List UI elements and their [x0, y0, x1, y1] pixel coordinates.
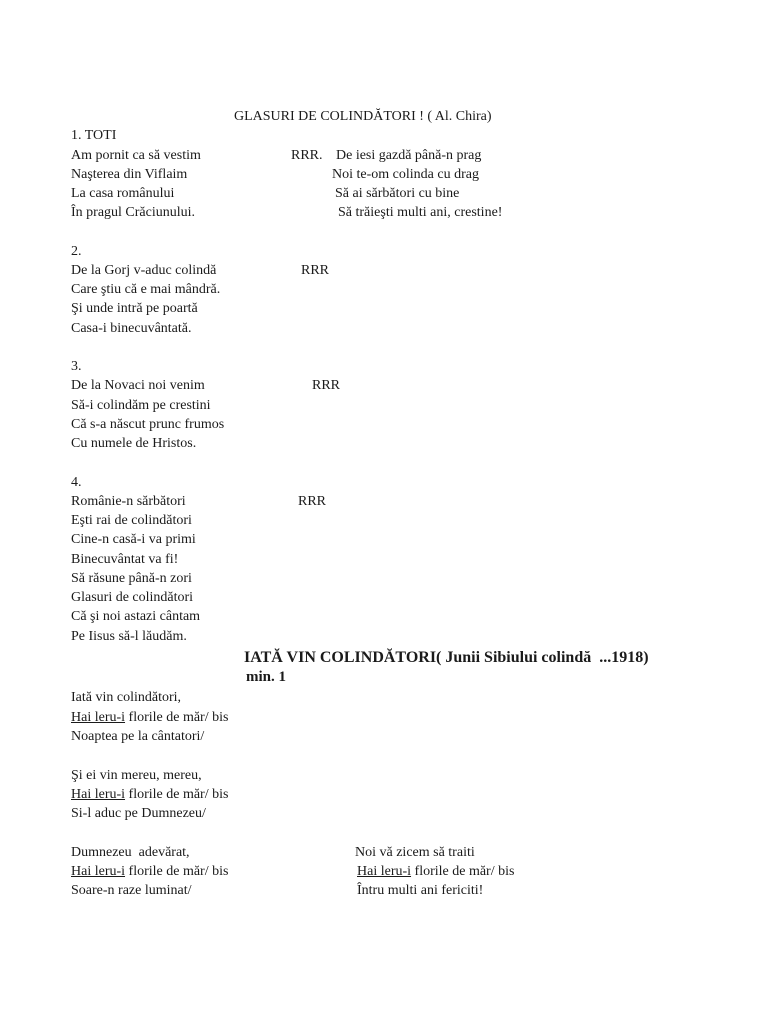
- verse4-line: Glasuri de colindători: [71, 590, 194, 605]
- song2-subtitle: min. 1: [246, 669, 287, 685]
- verse3-rrr: RRR: [312, 378, 341, 393]
- verse4-rrr: RRR: [298, 494, 327, 509]
- verse3-line: Să-i colindăm pe crestini: [71, 398, 211, 413]
- song2-refrain: [71, 862, 228, 881]
- verse4-line: Că şi noi astazi cântam: [71, 609, 201, 624]
- verse2-line: Casa-i binecuvântată.: [71, 321, 192, 336]
- verse4-line: Eşti rai de colindători: [71, 513, 192, 528]
- verse1-line: Naşterea din Viflaim: [71, 167, 188, 182]
- verse1-right-line: Noi te-om colinda cu drag: [332, 167, 479, 182]
- song2-line: Şi ei vin mereu, mereu,: [71, 768, 202, 783]
- verse1-line: În pragul Crăciunului.: [71, 205, 196, 220]
- verse3-heading: 3.: [71, 359, 82, 374]
- verse1-right-line: Să ai sărbători cu bine: [335, 186, 460, 201]
- refrain-underlined: Hai leru-i: [71, 864, 126, 879]
- verse1-line: La casa românului: [71, 186, 175, 201]
- song2-line: Si-l aduc pe Dumnezeu/: [71, 806, 206, 821]
- song2-refrain: [71, 785, 228, 804]
- song2-line: Noi vă zicem să traiti: [355, 845, 475, 860]
- song2-line: Dumnezeu adevărat,: [71, 845, 190, 860]
- refrain-rest: florile de măr/ bis: [125, 710, 229, 725]
- verse3-line: Cu numele de Hristos.: [71, 436, 197, 451]
- song2-line: Soare-n raze luminat/: [71, 883, 192, 898]
- song2-refrain: [71, 708, 228, 727]
- refrain-rest: florile de măr/ bis: [125, 864, 229, 879]
- verse1-heading: 1. TOTI: [71, 128, 117, 143]
- song2-line: Iată vin colindători,: [71, 690, 182, 705]
- refrain-rest: florile de măr/ bis: [411, 864, 515, 879]
- refrain-underlined: Hai leru-i: [357, 864, 412, 879]
- verse1-right-line: Să trăieşti multi ani, crestine!: [338, 205, 503, 220]
- document-title: GLASURI DE COLINDĂTORI ! ( Al. Chira): [234, 109, 492, 124]
- verse2-rrr: RRR: [301, 263, 330, 278]
- verse1-line: Am pornit ca să vestim: [71, 148, 201, 163]
- verse1-rrr: RRR.: [291, 148, 323, 163]
- refrain-underlined: Hai leru-i: [71, 787, 126, 802]
- song2-title: IATĂ VIN COLINDĂTORI( Junii Sibiului colindă ...1918): [244, 649, 649, 666]
- verse3-line: De la Novaci noi venim: [71, 378, 205, 393]
- verse4-line: Românie-n sărbători: [71, 494, 186, 509]
- song2-line: Noaptea pe la cântatori/: [71, 729, 205, 744]
- verse2-heading: 2.: [71, 244, 82, 259]
- song2-line: Întru multi ani fericiti!: [357, 883, 484, 898]
- refrain-underlined: Hai leru-i: [71, 710, 126, 725]
- refrain-rest: florile de măr/ bis: [125, 787, 229, 802]
- verse1-right-line: De iesi gazdă până-n prag: [336, 148, 482, 163]
- verse3-line: Că s-a născut prunc frumos: [71, 417, 225, 432]
- verse2-line: Care ştiu că e mai mândră.: [71, 282, 221, 297]
- song2-refrain: [357, 862, 514, 881]
- verse4-line: Să răsune până-n zori: [71, 571, 192, 586]
- verse4-line: Cine-n casă-i va primi: [71, 532, 196, 547]
- verse4-line: Pe Iisus să-l lăudăm.: [71, 629, 187, 644]
- verse4-line: Binecuvântat va fi!: [71, 552, 179, 567]
- verse4-heading: 4.: [71, 475, 82, 490]
- verse2-line: De la Gorj v-aduc colindă: [71, 263, 217, 278]
- verse2-line: Şi unde intră pe poartă: [71, 301, 198, 316]
